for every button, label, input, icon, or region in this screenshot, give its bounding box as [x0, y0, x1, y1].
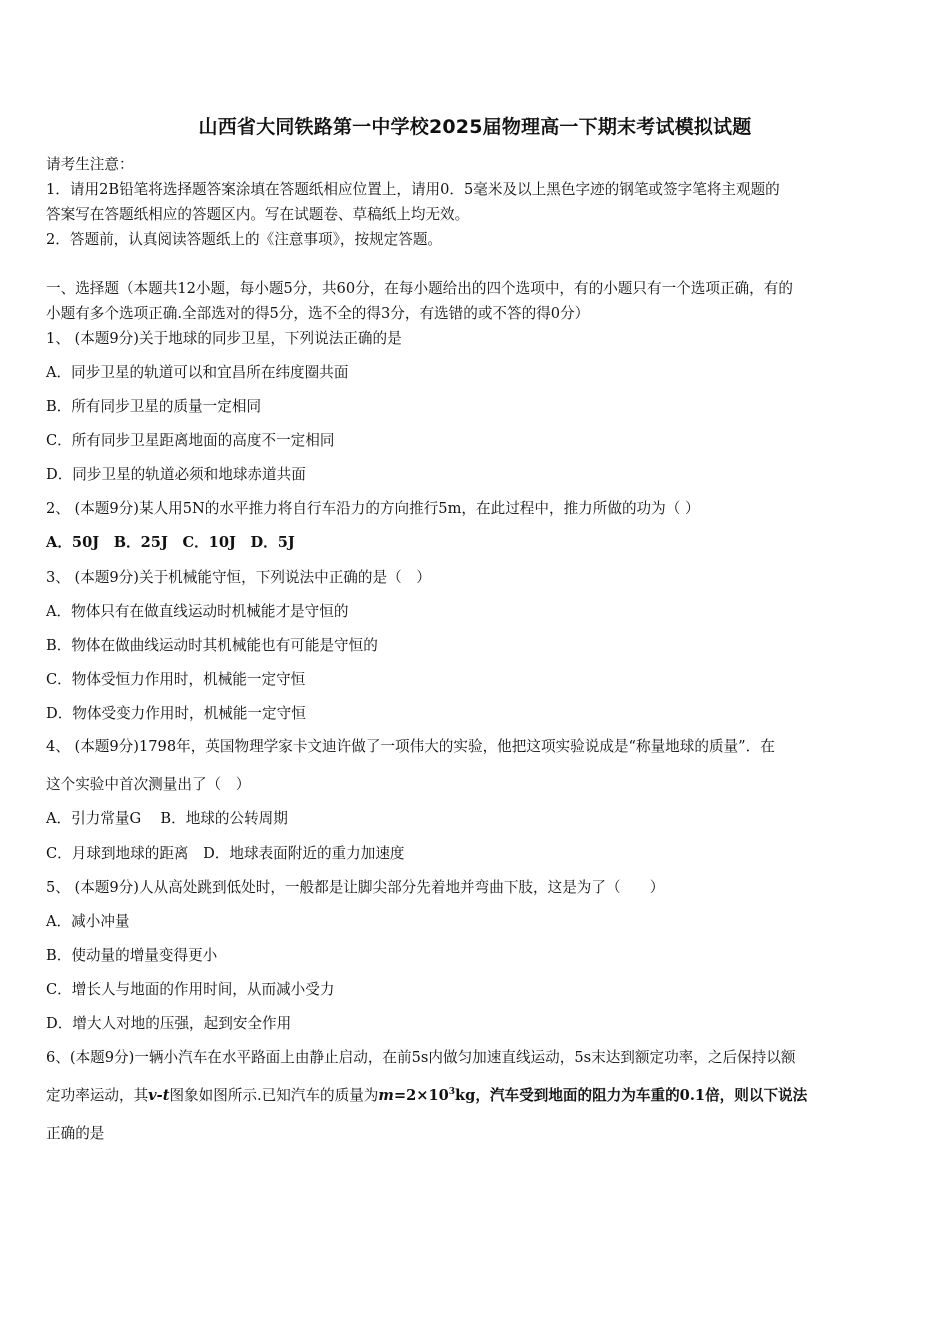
q4-stem-cont: 这个实验中首次测量出了（ ） — [46, 776, 251, 793]
q1-stem: 1、 (本题9分)关于地球的同步卫星，下列说法正确的是 — [46, 330, 402, 347]
notice-heading: 请考生注意： — [46, 156, 134, 173]
q6-text-mid: 图象如图所示.已知汽车的质量为 — [169, 1087, 379, 1104]
q4-options-cd: C．月球到地球的距离 D．地球表面附近的重力加速度 — [46, 845, 405, 862]
q4-options-ab: A．引力常量G B．地球的公转周期 — [46, 810, 288, 827]
q1-option-a: A．同步卫星的轨道可以和宜昌所在纬度圈共面 — [46, 364, 349, 381]
q6-text-pre: 定功率运动，其 — [46, 1087, 149, 1104]
q6-mass-symbol: m — [378, 1087, 394, 1104]
q1-option-c: C．所有同步卫星距离地面的高度不一定相同 — [46, 432, 335, 449]
notice-line-1b: 答案写在答题纸相应的答题区内。写在试题卷、草稿纸上均无效。 — [46, 206, 470, 223]
q3-option-b: B．物体在做曲线运动时其机械能也有可能是守恒的 — [46, 637, 378, 654]
page-title: 山西省大同铁路第一中学校2025届物理高一下期末考试模拟试题 — [198, 116, 752, 138]
q3-stem: 3、 (本题9分)关于机械能守恒，下列说法中正确的是（ ） — [46, 569, 431, 586]
q5-stem: 5、 (本题9分)人从高处跳到低处时，一般都是让脚尖部分先着地并弯曲下肢，这是为了（ ） — [46, 879, 665, 896]
notice-line-1: 1．请用2B铅笔将选择题答案涂填在答题纸相应位置上，请用0．5毫米及以上黑色字迹的钢笔或签字笔将主观题的 — [46, 181, 780, 198]
q6-mass-exponent: 3 — [448, 1087, 456, 1098]
q6-stem: 6、(本题9分)一辆小汽车在水平路面上由静止启动，在前5s内做匀加速直线运动，5s末达到额定功率，之后保持以额 — [46, 1049, 796, 1066]
q5-option-d: D．增大人对地的压强，起到安全作用 — [46, 1015, 292, 1032]
q1-option-b: B．所有同步卫星的质量一定相同 — [46, 398, 262, 415]
q3-option-c: C．物体受恒力作用时，机械能一定守恒 — [46, 671, 306, 688]
q5-option-a: A．减小冲量 — [46, 913, 130, 930]
q2-options: A．50J B．25J C．10J D．5J — [46, 534, 295, 551]
section-heading-line-1: 一、选择题（本题共12小题，每小题5分，共60分，在每小题给出的四个选项中，有的小题只有一个选项正确，有的 — [46, 280, 793, 297]
q6-text-post: kg，汽车受到地面的阻力为车重的0.1倍，则以下说法 — [455, 1087, 808, 1104]
q6-stem-cont — [46, 1084, 807, 1105]
q4-stem: 4、 (本题9分)1798年，英国物理学家卡文迪许做了一项伟大的实验，他把这项实验说成是“称量地球的质量”．在 — [46, 738, 775, 755]
q6-mass-value: =2×10 — [393, 1087, 449, 1104]
q3-option-d: D．物体受变力作用时，机械能一定守恒 — [46, 705, 306, 722]
q1-option-d: D．同步卫星的轨道必须和地球赤道共面 — [46, 466, 306, 483]
section-heading-line-2: 小题有多个选项正确.全部选对的得5分，选不全的得3分，有选错的或不答的得0分） — [46, 305, 590, 322]
q3-option-a: A．物体只有在做直线运动时机械能才是守恒的 — [46, 603, 349, 620]
q6-stem-end: 正确的是 — [46, 1125, 105, 1142]
q5-option-b: B．使动量的增量变得更小 — [46, 947, 218, 964]
q5-option-c: C．增长人与地面的作用时间，从而减小受力 — [46, 981, 335, 998]
q2-stem: 2、 (本题9分)某人用5N的水平推力将自行车沿力的方向推行5m，在此过程中，推力所做的功为（ ） — [46, 500, 700, 517]
notice-line-2: 2．答题前，认真阅读答题纸上的《注意事项》，按规定答题。 — [46, 231, 443, 248]
q6-vt-symbol: v-t — [148, 1087, 170, 1104]
